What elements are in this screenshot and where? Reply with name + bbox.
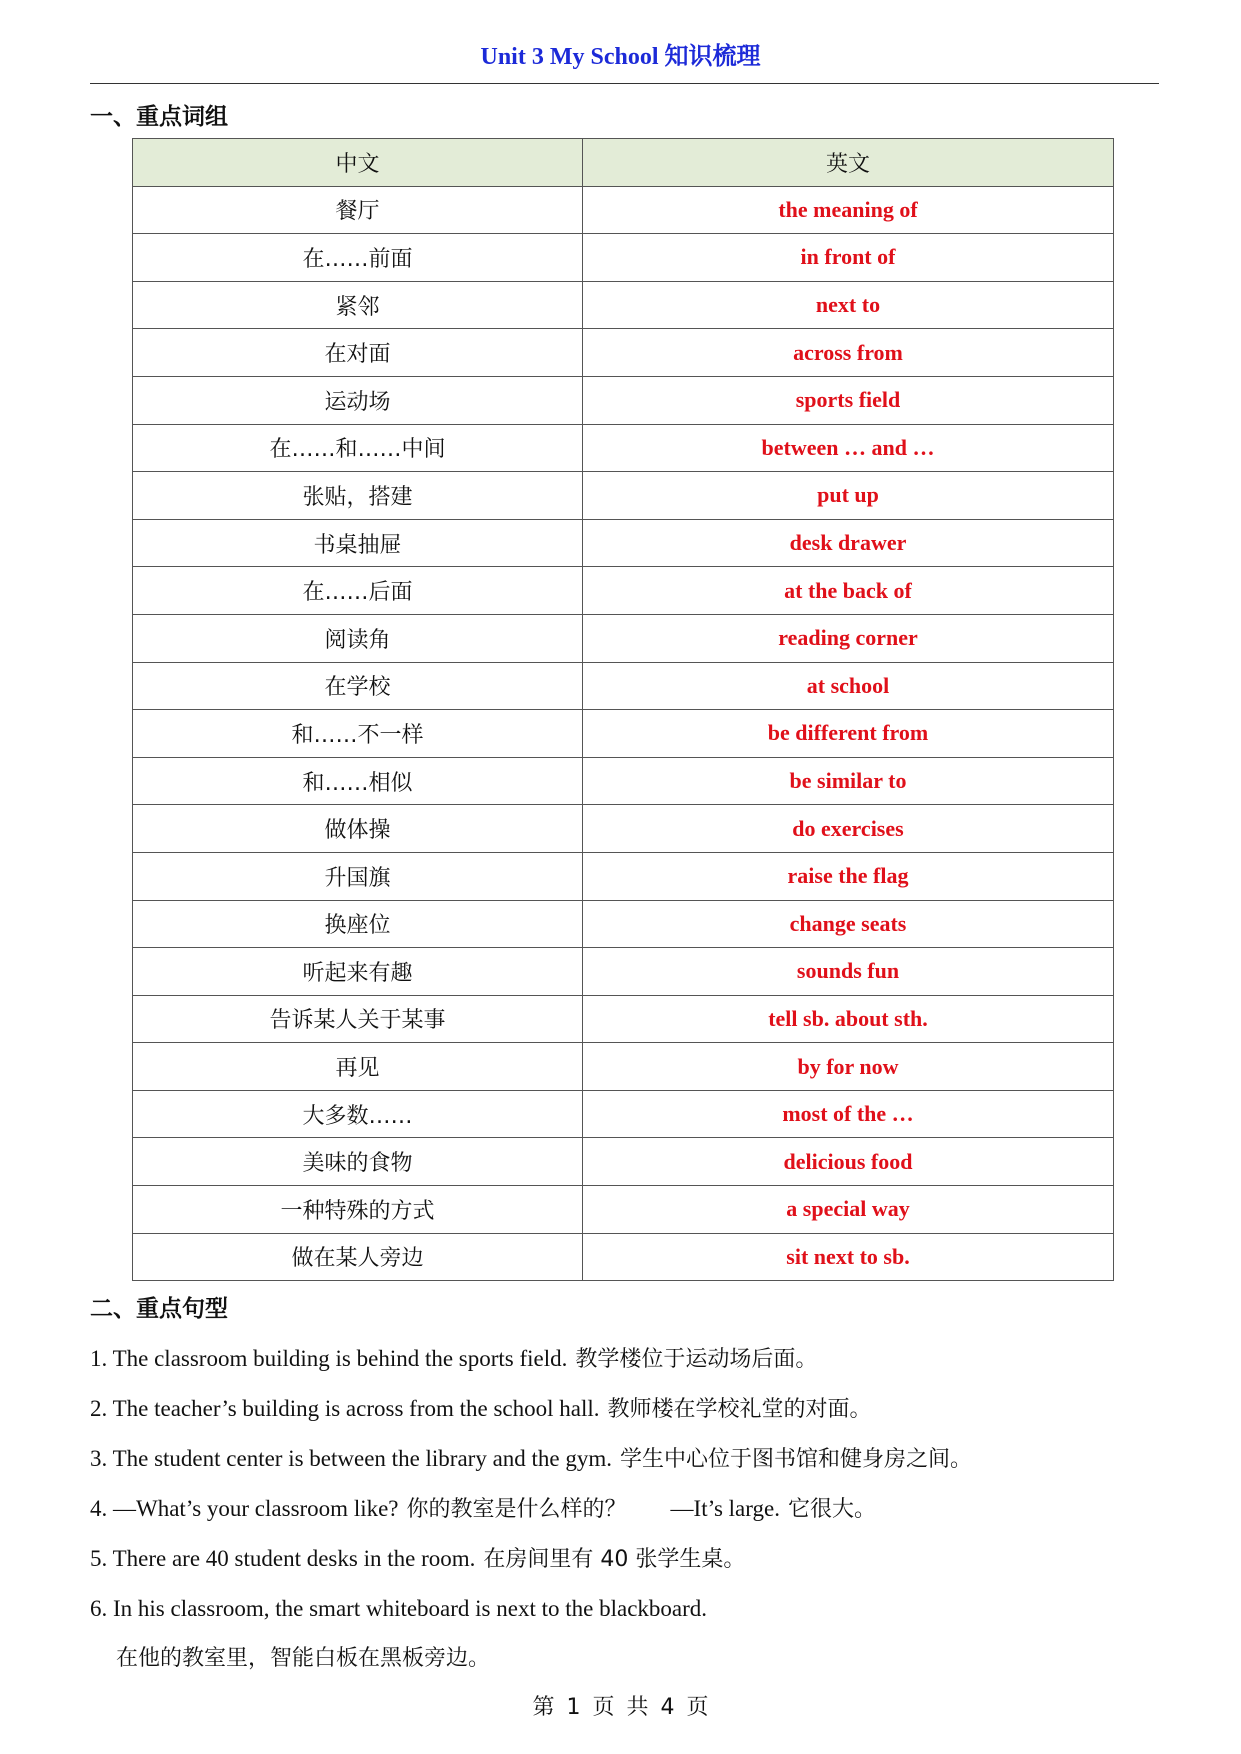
table-row	[133, 519, 1114, 567]
english-cell: in front of	[583, 234, 1114, 282]
footer-page-number: 1	[566, 1695, 581, 1720]
sentence-item-continuation	[90, 1633, 1160, 1683]
sentence-chinese: 你的教室是什么样的？	[406, 1497, 627, 1522]
english-cell: tell sb. about sth.	[583, 995, 1114, 1043]
table-row	[133, 1043, 1114, 1091]
footer-total-pages: 4	[660, 1695, 675, 1720]
sentence-item	[90, 1584, 1160, 1633]
table-row	[133, 281, 1114, 329]
english-cell: next to	[583, 281, 1114, 329]
chinese-cell: 再见	[133, 1043, 583, 1091]
english-cell: be similar to	[583, 757, 1114, 805]
chinese-cell: 在……和……中间	[133, 424, 583, 472]
english-cell: delicious food	[583, 1138, 1114, 1186]
footer-gong: 共	[626, 1695, 649, 1720]
english-cell: at school	[583, 662, 1114, 710]
sentence-chinese: 在他的教室里，智能白板在黑板旁边。	[116, 1646, 491, 1671]
page-title: Unit 3 My School 知识梳理	[480, 44, 761, 70]
english-cell: desk drawer	[583, 519, 1114, 567]
table-row	[133, 757, 1114, 805]
chinese-cell: 和……相似	[133, 757, 583, 805]
sentence-english: 2. The teacher’s building is across from the school hall.	[90, 1396, 600, 1421]
table-header-row	[133, 139, 1114, 187]
english-cell: sports field	[583, 376, 1114, 424]
vocab-table	[132, 138, 1114, 1281]
sentence-chinese-reply: 它很大。	[787, 1497, 876, 1522]
english-cell: do exercises	[583, 805, 1114, 853]
table-row	[133, 1233, 1114, 1281]
table-row	[133, 472, 1114, 520]
english-cell: raise the flag	[583, 852, 1114, 900]
sentence-item	[90, 1384, 1160, 1434]
chinese-cell: 运动场	[133, 376, 583, 424]
table-row	[133, 1138, 1114, 1186]
table-row	[133, 710, 1114, 758]
chinese-cell: 和……不一样	[133, 710, 583, 758]
english-cell: between … and …	[583, 424, 1114, 472]
table-row	[133, 995, 1114, 1043]
english-cell: sit next to sb.	[583, 1233, 1114, 1281]
footer-ye-2: 页	[686, 1695, 709, 1720]
chinese-cell: 换座位	[133, 900, 583, 948]
table-row	[133, 614, 1114, 662]
section-heading-sentences: 二、重点句型	[90, 1296, 228, 1322]
sentence-list	[90, 1334, 1160, 1683]
footer-di: 第	[532, 1695, 555, 1720]
english-cell: be different from	[583, 710, 1114, 758]
english-cell: sounds fun	[583, 948, 1114, 996]
chinese-cell: 在……后面	[133, 567, 583, 615]
section-heading-phrases: 一、重点词组	[90, 104, 228, 130]
english-cell: a special way	[583, 1186, 1114, 1234]
chinese-cell: 阅读角	[133, 614, 583, 662]
chinese-cell: 升国旗	[133, 852, 583, 900]
chinese-cell: 在……前面	[133, 234, 583, 282]
chinese-cell: 一种特殊的方式	[133, 1186, 583, 1234]
sentence-item	[90, 1434, 1160, 1484]
table-row	[133, 567, 1114, 615]
chinese-cell: 在对面	[133, 329, 583, 377]
english-cell: most of the …	[583, 1090, 1114, 1138]
sentence-english: 6. In his classroom, the smart whiteboard is next to the blackboard.	[90, 1596, 708, 1621]
chinese-cell: 大多数……	[133, 1090, 583, 1138]
table-row	[133, 805, 1114, 853]
english-cell: by for now	[583, 1043, 1114, 1091]
table-row	[133, 662, 1114, 710]
sentence-chinese: 教师楼在学校礼堂的对面。	[607, 1397, 872, 1422]
english-cell: put up	[583, 472, 1114, 520]
english-cell: reading corner	[583, 614, 1114, 662]
english-cell: across from	[583, 329, 1114, 377]
header-divider	[90, 83, 1159, 84]
sentence-english-reply: —It’s large.	[670, 1496, 780, 1521]
chinese-cell: 告诉某人关于某事	[133, 995, 583, 1043]
english-cell: the meaning of	[583, 186, 1114, 234]
sentence-item	[90, 1334, 1160, 1384]
table-row	[133, 852, 1114, 900]
chinese-cell: 紧邻	[133, 281, 583, 329]
sentence-chinese: 教学楼位于运动场后面。	[575, 1347, 818, 1372]
sentence-chinese: 学生中心位于图书馆和健身房之间。	[620, 1447, 973, 1472]
chinese-cell: 美味的食物	[133, 1138, 583, 1186]
chinese-cell: 做在某人旁边	[133, 1233, 583, 1281]
sentence-english: 5. There are 40 student desks in the room.	[90, 1546, 476, 1571]
english-cell: at the back of	[583, 567, 1114, 615]
english-cell: change seats	[583, 900, 1114, 948]
column-header-english: 英文	[583, 139, 1114, 187]
chinese-cell: 在学校	[133, 662, 583, 710]
table-row	[133, 234, 1114, 282]
sentence-item	[90, 1534, 1160, 1584]
table-row	[133, 900, 1114, 948]
sentence-english: 1. The classroom building is behind the sports field.	[90, 1346, 568, 1371]
table-row	[133, 376, 1114, 424]
page-footer	[0, 1690, 1241, 1721]
footer-ye: 页	[592, 1695, 615, 1720]
chinese-cell: 张贴，搭建	[133, 472, 583, 520]
chinese-cell: 书桌抽屉	[133, 519, 583, 567]
sentence-english: 3. The student center is between the library and the gym.	[90, 1446, 613, 1471]
table-row	[133, 948, 1114, 996]
table-row	[133, 1090, 1114, 1138]
sentence-english: 4. —What’s your classroom like?	[90, 1496, 399, 1521]
chinese-cell: 听起来有趣	[133, 948, 583, 996]
table-row	[133, 424, 1114, 472]
sentence-item	[90, 1484, 1160, 1534]
chinese-cell: 餐厅	[133, 186, 583, 234]
table-row	[133, 329, 1114, 377]
table-row	[133, 1186, 1114, 1234]
chinese-cell: 做体操	[133, 805, 583, 853]
column-header-chinese: 中文	[133, 139, 583, 187]
sentence-chinese: 在房间里有 40 张学生桌。	[483, 1547, 746, 1572]
table-row	[133, 186, 1114, 234]
